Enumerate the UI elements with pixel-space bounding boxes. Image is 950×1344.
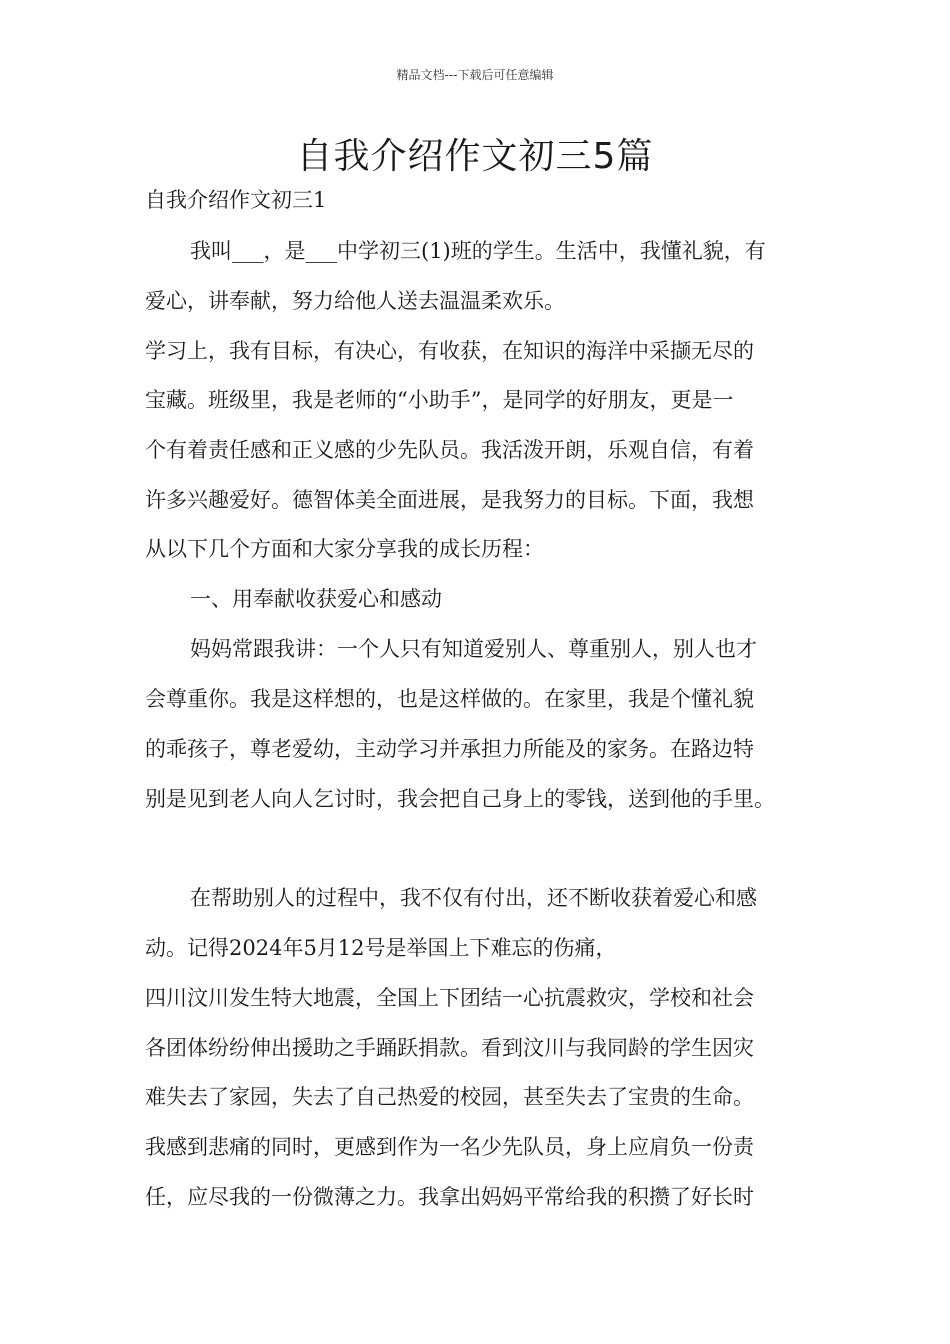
- paragraph-line: 从以下几个方面和大家分享我的成长历程：: [145, 537, 544, 561]
- paragraph-line: 宝藏。班级里，我是老师的“小助手”，是同学的好朋友，更是一: [145, 388, 734, 412]
- paragraph-line: 学习上，我有目标，有决心，有收获，在知识的海洋中采撷无尽的: [145, 339, 754, 363]
- paragraph-line: 难失去了家园，失去了自己热爱的校园，甚至失去了宝贵的生命。: [145, 1085, 754, 1109]
- paragraph-line: 动。记得2024年5月12号是举国上下难忘的伤痛，: [145, 936, 617, 960]
- document-title: 自我介绍作文初三5篇: [296, 136, 654, 177]
- page-header: 精品文档---下载后可任意编辑: [396, 68, 554, 82]
- paragraph-line: 爱心，讲奉献，努力给他人送去温温柔欢乐。: [145, 289, 565, 313]
- paragraph-line: 别是见到老人向人乞讨时，我会把自己身上的零钱，送到他的手里。: [145, 787, 775, 811]
- paragraph-line: 许多兴趣爱好。德智体美全面进展，是我努力的目标。下面，我想: [145, 488, 754, 512]
- paragraph-line: 个有着责任感和正义感的少先队员。我活泼开朗，乐观自信，有着: [145, 438, 754, 462]
- section-heading: 自我介绍作文初三1: [145, 188, 327, 212]
- paragraph-line: 各团体纷纷伸出援助之手踊跃捐款。看到汶川与我同龄的学生因灾: [145, 1036, 754, 1060]
- subheading: 一、用奉献收获爱心和感动: [190, 587, 442, 611]
- paragraph-line: 四川汶川发生特大地震，全国上下团结一心抗震救灾，学校和社会: [145, 986, 754, 1010]
- paragraph-line: 我感到悲痛的同时，更感到作为一名少先队员，身上应肩负一份责: [145, 1135, 754, 1159]
- paragraph-line: 会尊重你。我是这样想的，也是这样做的。在家里，我是个懂礼貌: [145, 687, 754, 711]
- paragraph-line: 任，应尽我的一份微薄之力。我拿出妈妈平常给我的积攒了好长时: [145, 1185, 754, 1209]
- paragraph-line: 妈妈常跟我讲：一个人只有知道爱别人、尊重别人，别人也才: [190, 637, 757, 661]
- paragraph-line: 我叫___，是___中学初三(1)班的学生。生活中，我懂礼貌，有: [190, 239, 766, 263]
- paragraph-line: 在帮助别人的过程中，我不仅有付出，还不断收获着爱心和感: [190, 886, 757, 910]
- paragraph-line: 的乖孩子，尊老爱幼，主动学习并承担力所能及的家务。在路边特: [145, 737, 754, 761]
